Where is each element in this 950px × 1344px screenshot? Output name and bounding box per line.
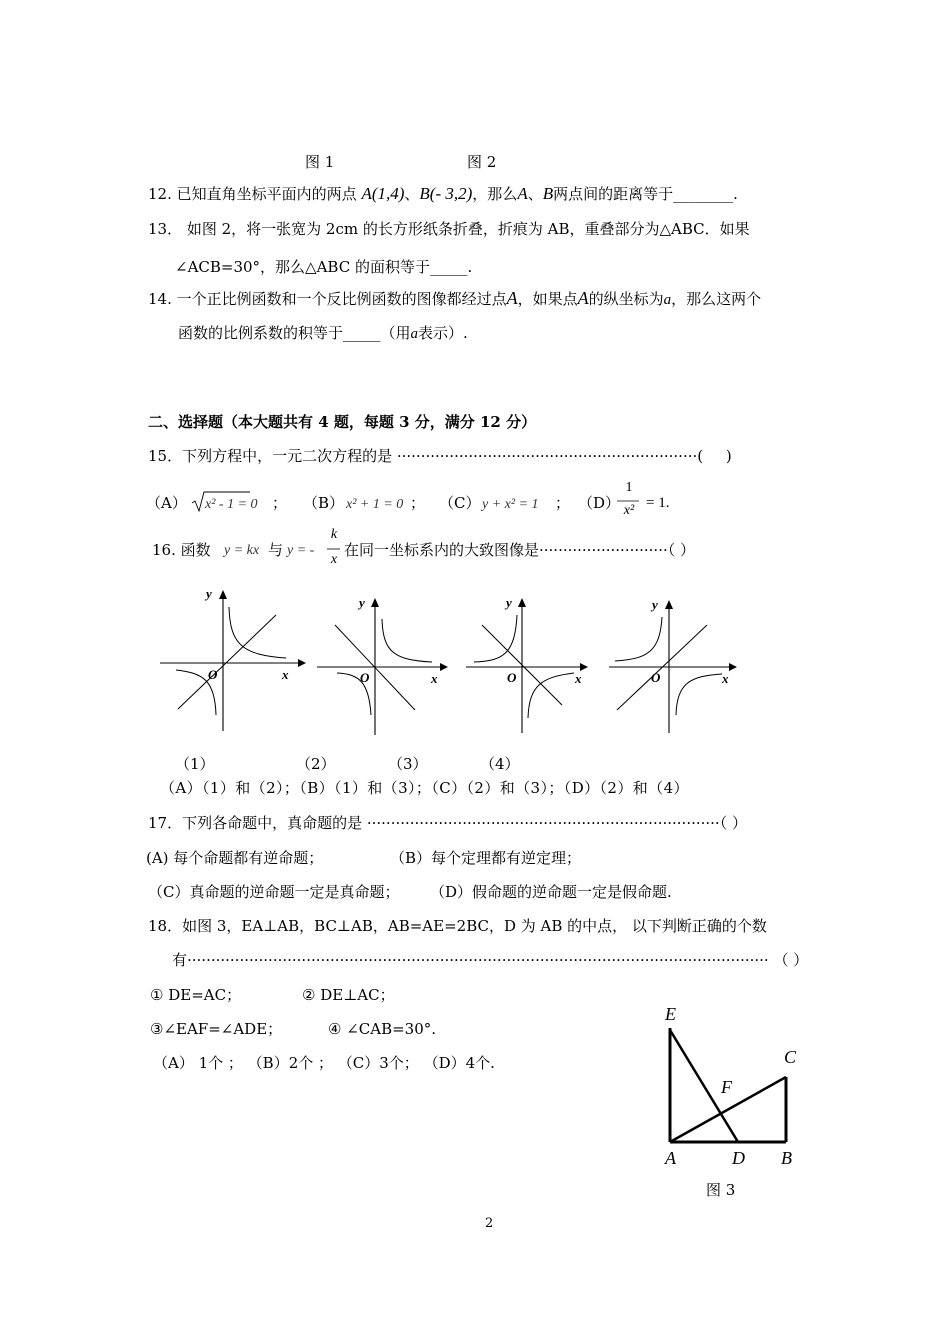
q18-statement-2: ② DE⊥AC； [302,986,395,1004]
point-f-label: F [721,1077,732,1097]
q14-point-a: A [506,288,518,308]
graph-label-1: （1） [175,755,215,773]
q15-option-d-tail: = 1. [646,495,670,511]
question-14-line-2 [178,323,468,344]
q12-text: 已知直角坐标平面内的两点 [176,185,357,203]
q14-line-2b: 表示）. [418,324,468,342]
q15-option-a-expr: x² - 1 = 0 [205,497,258,512]
section-2-title: 二、选择题（本大题共有 4 题，每题 3 分，满分 12 分） [148,413,537,431]
q15-option-d-label: （D） [578,494,621,512]
figure-3-caption: 图 3 [706,1181,736,1199]
q16-graph-4 [607,585,757,735]
q17-option-c: （C）真命题的逆命题一定是真命题； [148,883,400,901]
q12-point-a: A(1,4) [361,184,405,203]
question-15-stem [148,446,732,466]
question-17-stem: 17．下列各命题中，真命题的是 ··········································································（ ） [148,814,747,832]
q17-option-a: (A) 每个命题都有逆命题； [146,849,324,867]
y-axis-label: y [652,597,658,612]
q15-option-b-sep: ； [410,494,426,512]
origin-label: O [360,670,370,685]
q14-part-2: ，如果点 [517,290,578,308]
q16-graph-2 [315,585,465,735]
q12-mid: ，那么 [472,185,518,203]
page-number: 2 [485,1216,494,1231]
q14-part-1: 14. 一个正比例函数和一个反比例函数的图像都经过点 [148,290,507,308]
x-axis-label: x [431,671,438,686]
q18-statement-1: ① DE=AC； [150,986,242,1004]
origin-label: O [651,670,661,685]
q12-a: A [517,184,528,203]
q15-option-a-sep: ； [272,494,288,512]
q18-statement-4: ④ ∠CAB=30°. [328,1020,437,1038]
q12-sep: 、 [404,185,420,203]
q12-point-b: B(- 3,2) [419,184,473,203]
question-14-line-1 [148,288,761,310]
point-d-label: D [732,1148,745,1168]
q16-conjunction: 与 [268,541,284,559]
question-13-line-2: ∠ACB=30°，那么△ABC 的面积等于_____. [175,258,473,276]
q15-paren-close: ) [725,447,732,465]
q15-option-c-sep: ； [555,494,571,512]
q14-a-2: a [410,326,419,342]
q14-point-a-2: A [577,288,589,308]
graph-label-3: （3） [388,755,428,773]
q16-options: （A）（1）和（2）；（B）（1）和（3）；（C）（2）和（3）；（D）（2）和（4） [160,779,689,797]
q16-graph-1 [158,585,308,735]
q16-function-2: y = - [287,543,315,558]
q16-function-1: y = kx [224,543,260,558]
q18-options: （A） 1个 ； （B）2个 ； （C）3个； （D）4个. [153,1054,495,1072]
point-a-label: A [665,1148,676,1168]
q12-b: B [542,184,554,203]
origin-label: O [208,667,218,682]
q15-option-c-label: （C） [439,494,481,512]
point-e-label: E [665,1004,676,1024]
origin-label: O [507,670,517,685]
q15-option-d-numerator: 1 [625,480,633,495]
q17-option-d: （D）假命题的逆命题一定是假命题. [430,883,672,901]
q14-a: a [663,292,672,308]
x-axis-label: x [722,671,729,686]
y-axis-label: y [506,595,512,610]
q14-part-4: ，那么这两个 [671,290,762,308]
q14-line-2a: 函数的比例系数的积等于_____（用 [178,324,411,342]
figure-3 [650,1000,800,1175]
q12-tail: 两点间的距离等于________. [553,185,738,203]
figure-1-caption: 图 1 [305,153,335,171]
q16-prefix: 16. 函数 [152,541,211,559]
q16-suffix: 在同一坐标系内的大致图像是···························（ ） [344,541,696,559]
q18-statement-3: ③∠EAF=∠ADE； [150,1020,283,1038]
point-c-label: C [784,1047,797,1067]
q16-graph-3 [462,585,612,735]
q17-option-b: （B）每个定理都有逆定理； [390,849,582,867]
q15-option-a-label: （A） [146,494,187,512]
q16-fraction-numerator: k [330,527,338,542]
q15-option-b-label: （B） [303,494,345,512]
x-axis-label: x [282,667,289,682]
y-axis-label: y [206,586,212,601]
question-18-stem-2: 有·························································································································· （ ） [172,951,809,969]
graph-label-2: （2） [296,755,336,773]
question-13-line-1: 13． 如图 2，将一张宽为 2cm 的长方形纸条折叠，折痕为 AB，重叠部分为△ABC．如果 [148,220,750,238]
fraction-bar [617,500,641,502]
question-18-stem: 18．如图 3，EA⊥AB，BC⊥AB，AB=AE=2BC，D 为 AB 的中点， 以下判断正确的个数 [148,917,767,935]
q12-number: 12. [148,185,172,203]
point-b-label: B [781,1148,792,1168]
x-axis-label: x [575,671,582,686]
q12-sep2: 、 [527,185,543,203]
q15-option-d-denominator: x² [623,503,635,518]
graph-label-4: （4） [480,755,520,773]
q15-option-b-expr: x² + 1 = 0 [346,497,404,512]
q14-part-3: 的纵坐标为 [588,290,664,308]
y-axis-label: y [359,595,365,610]
question-12 [148,184,738,204]
figure-2-caption: 图 2 [467,153,497,171]
q15-stem-text: 15．下列方程中，一元二次方程的是 ·······························································( [148,447,708,465]
q15-option-c-expr: y + x² = 1 [482,497,539,512]
fraction-bar [327,548,341,550]
q16-fraction-denominator: x [330,552,338,567]
